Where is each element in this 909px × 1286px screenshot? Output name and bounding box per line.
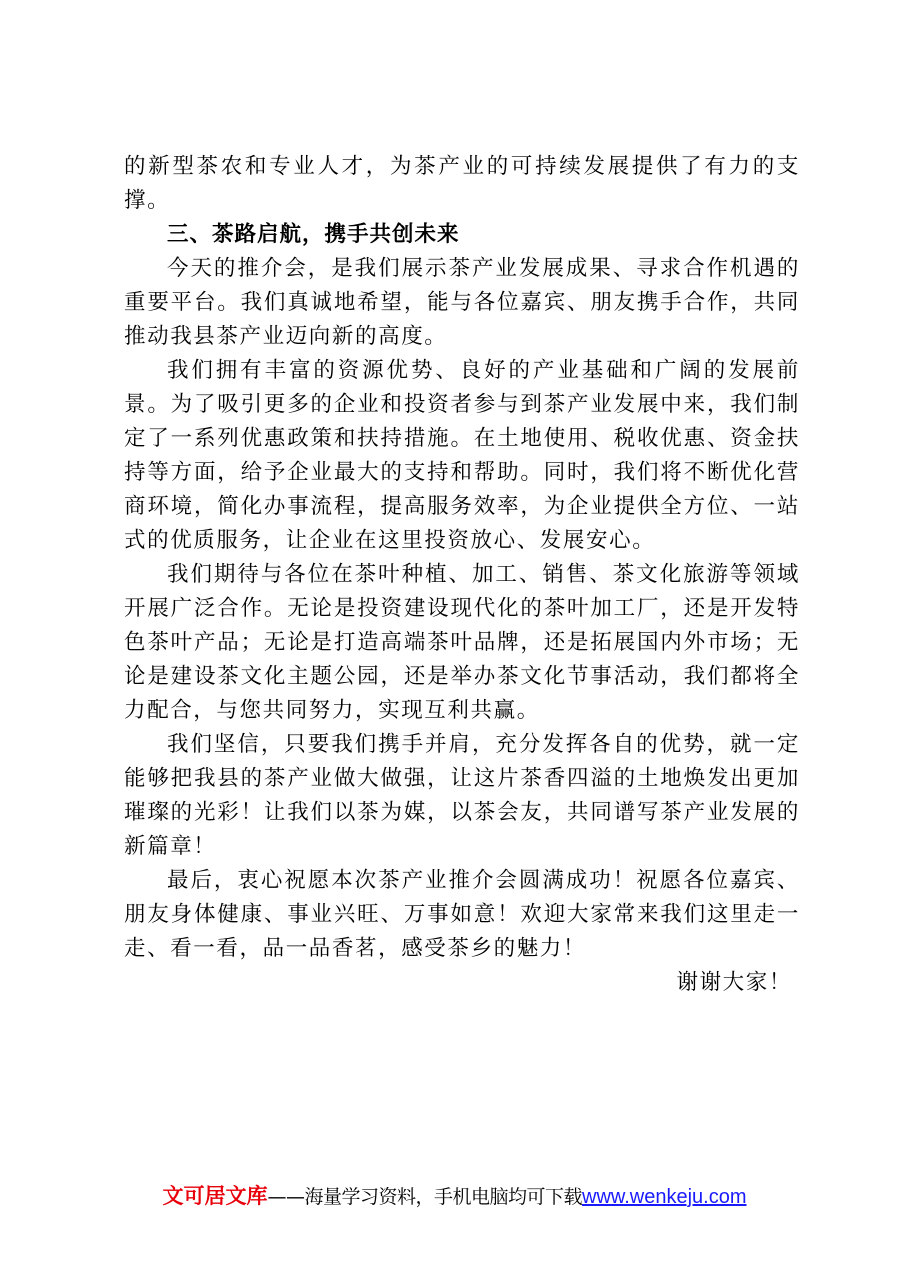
- footer-slogan: ——海量学习资料，手机电脑均可下载: [267, 1186, 582, 1208]
- paragraph-continuation: 的新型茶农和专业人才，为茶产业的可持续发展提供了有力的支撑。: [124, 154, 800, 213]
- paragraph: 最后，衷心祝愿本次茶产业推介会圆满成功！祝愿各位嘉宾、朋友身体健康、事业兴旺、万事如意！欢迎大家常来我们这里走一走、看一看，品一品香茗，感受茶乡的魅力！: [124, 868, 800, 961]
- paragraph: 今天的推介会，是我们展示茶产业发展成果、寻求合作机遇的重要平台。我们真诚地希望，能与各位嘉宾、朋友携手合作，共同推动我县茶产业迈向新的高度。: [124, 256, 800, 349]
- paragraph: 我们期待与各位在茶叶种植、加工、销售、茶文化旅游等领域开展广泛合作。无论是投资建设现代化的茶叶加工厂，还是开发特色茶叶产品；无论是打造高端茶叶品牌，还是拓展国内外市场；无论是建设茶文化主题公园，还是举办茶文化节事活动，我们都将全力配合，与您共同努力，实现互利共赢。: [124, 562, 800, 723]
- footer-banner: [0, 1182, 909, 1211]
- paragraph: 我们坚信，只要我们携手并肩，充分发挥各自的优势，就一定能够把我县的茶产业做大做强，让这片茶香四溢的土地焕发出更加璀璨的光彩！让我们以茶为媒，以茶会友，共同谱写茶产业发展的新篇章！: [124, 732, 800, 859]
- footer-website-link[interactable]: www.wenkeju.com: [582, 1186, 747, 1208]
- closing-line: 谢谢大家！: [676, 970, 792, 995]
- paragraph: 我们拥有丰富的资源优势、良好的产业基础和广阔的发展前景。为了吸引更多的企业和投资者参与到茶产业发展中来，我们制定了一系列优惠政策和扶持措施。在土地使用、税收优惠、资金扶持等方面，给予企业最大的支持和帮助。同时，我们将不断优化营商环境，简化办事流程，提高服务效率，为企业提供全方位、一站式的优质服务，让企业在这里投资放心、发展安心。: [124, 358, 800, 553]
- document-body: [124, 150, 800, 1000]
- section-heading: 三、茶路启航，携手共创未来: [167, 222, 460, 247]
- footer-brand: 文可居文库: [162, 1184, 268, 1208]
